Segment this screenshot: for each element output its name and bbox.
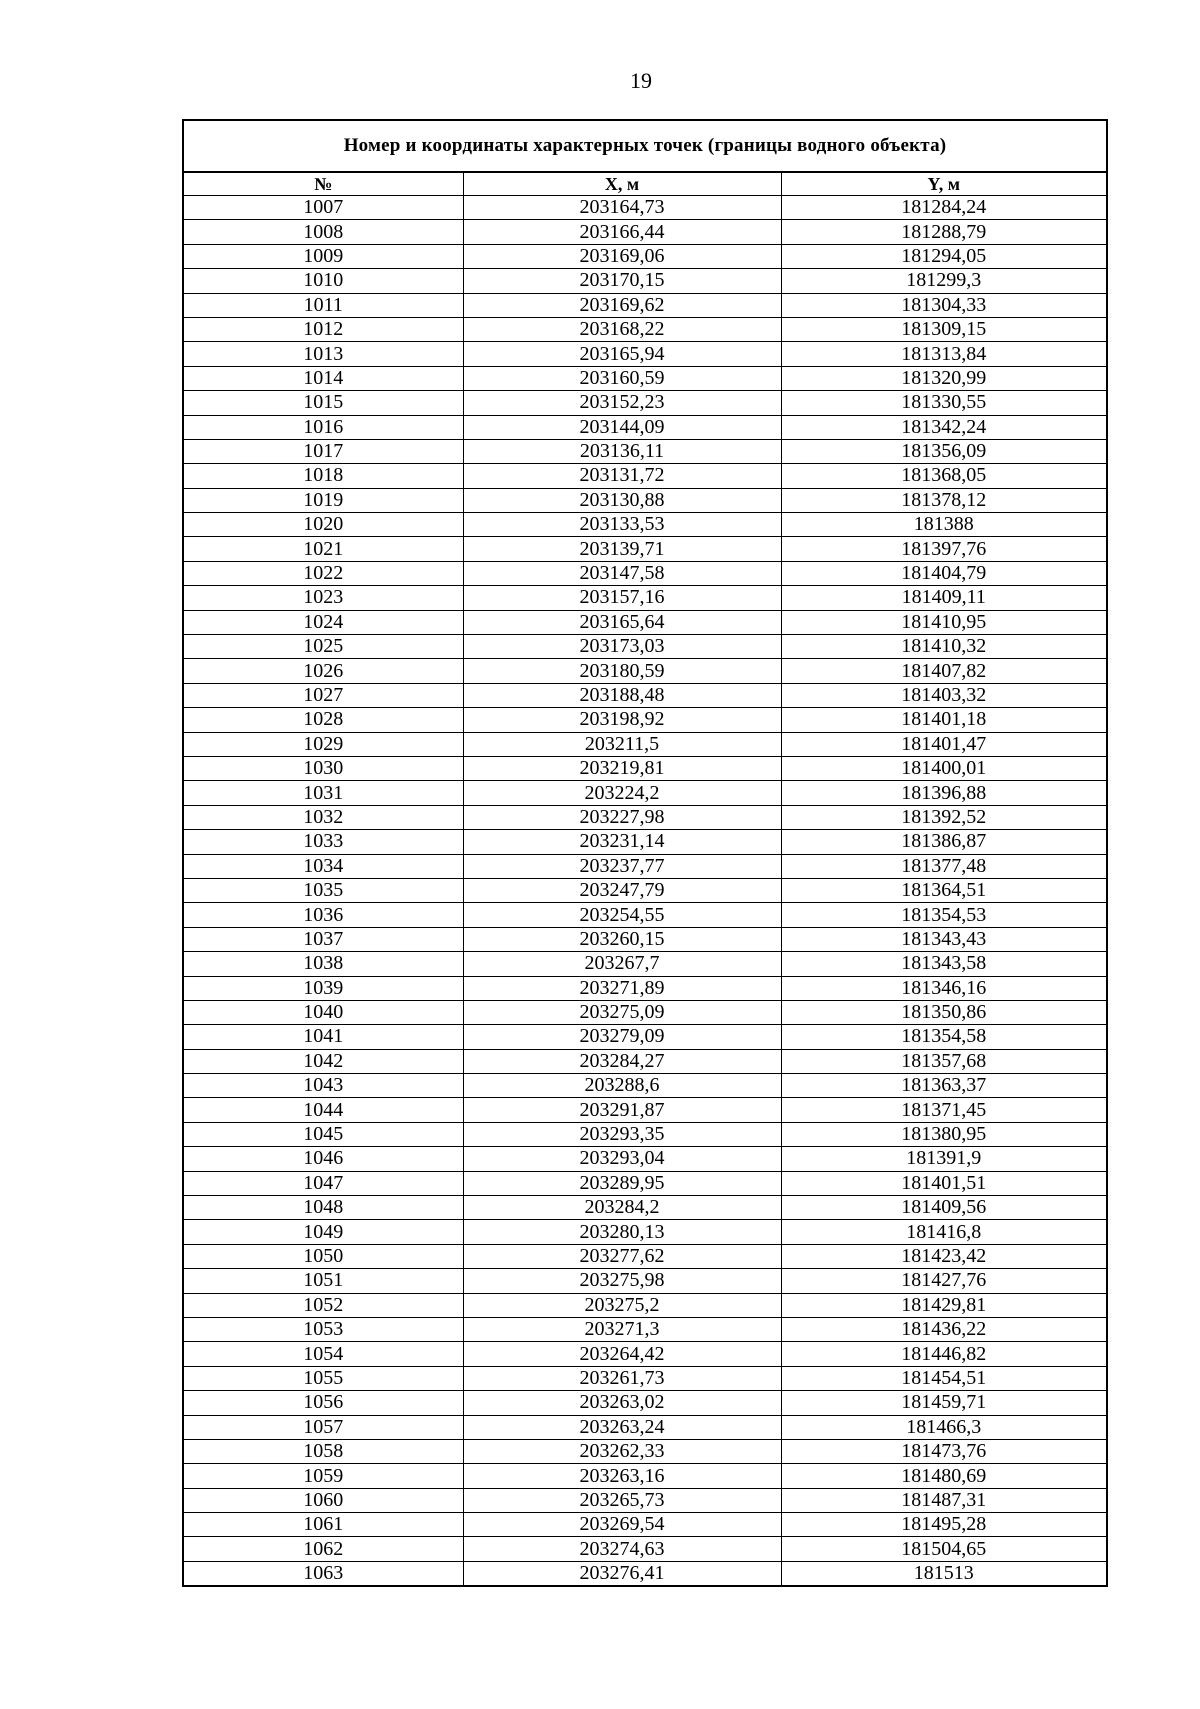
- cell-y: 181342,24: [781, 415, 1107, 439]
- cell-number: 1030: [183, 756, 463, 780]
- table-row: [183, 196, 1107, 220]
- cell-y: 181392,52: [781, 805, 1107, 829]
- table-row: [183, 464, 1107, 488]
- table-row: [183, 366, 1107, 390]
- table-row: [183, 561, 1107, 585]
- cell-number: 1024: [183, 610, 463, 634]
- cell-x: 203293,04: [463, 1147, 781, 1171]
- cell-x: 203147,58: [463, 561, 781, 585]
- table-row: [183, 1488, 1107, 1512]
- cell-number: 1011: [183, 293, 463, 317]
- table-row: [183, 1415, 1107, 1439]
- table-row: [183, 952, 1107, 976]
- cell-y: 181504,65: [781, 1537, 1107, 1561]
- cell-y: 181427,76: [781, 1269, 1107, 1293]
- table-row: [183, 415, 1107, 439]
- table-row: [183, 317, 1107, 341]
- cell-y: 181466,3: [781, 1415, 1107, 1439]
- cell-number: 1014: [183, 366, 463, 390]
- table-row: [183, 1391, 1107, 1415]
- cell-number: 1046: [183, 1147, 463, 1171]
- table-row: [183, 659, 1107, 683]
- cell-number: 1051: [183, 1269, 463, 1293]
- cell-x: 203265,73: [463, 1488, 781, 1512]
- table-row: [183, 1561, 1107, 1586]
- cell-y: 181309,15: [781, 317, 1107, 341]
- cell-y: 181401,51: [781, 1171, 1107, 1195]
- cell-y: 181294,05: [781, 244, 1107, 268]
- cell-x: 203269,54: [463, 1513, 781, 1537]
- cell-y: 181513: [781, 1561, 1107, 1586]
- cell-number: 1056: [183, 1391, 463, 1415]
- cell-x: 203133,53: [463, 513, 781, 537]
- cell-number: 1039: [183, 976, 463, 1000]
- cell-y: 181396,88: [781, 781, 1107, 805]
- cell-number: 1053: [183, 1317, 463, 1341]
- table-row: [183, 732, 1107, 756]
- table-row: [183, 1293, 1107, 1317]
- table-body: [183, 196, 1107, 1587]
- cell-number: 1025: [183, 635, 463, 659]
- cell-x: 203136,11: [463, 439, 781, 463]
- cell-x: 203275,2: [463, 1293, 781, 1317]
- cell-y: 181459,71: [781, 1391, 1107, 1415]
- cell-number: 1031: [183, 781, 463, 805]
- cell-x: 203170,15: [463, 269, 781, 293]
- cell-y: 181313,84: [781, 342, 1107, 366]
- cell-y: 181391,9: [781, 1147, 1107, 1171]
- cell-number: 1052: [183, 1293, 463, 1317]
- table-row: [183, 781, 1107, 805]
- cell-x: 203279,09: [463, 1025, 781, 1049]
- cell-number: 1043: [183, 1074, 463, 1098]
- cell-number: 1038: [183, 952, 463, 976]
- cell-y: 181409,56: [781, 1196, 1107, 1220]
- cell-x: 203224,2: [463, 781, 781, 805]
- cell-x: 203275,09: [463, 1000, 781, 1024]
- cell-y: 181299,3: [781, 269, 1107, 293]
- cell-number: 1009: [183, 244, 463, 268]
- cell-y: 181454,51: [781, 1366, 1107, 1390]
- cell-x: 203164,73: [463, 196, 781, 220]
- cell-x: 203263,16: [463, 1464, 781, 1488]
- column-header-y: Y, м: [781, 172, 1107, 196]
- cell-x: 203262,33: [463, 1439, 781, 1463]
- cell-y: 181404,79: [781, 561, 1107, 585]
- table-row: [183, 1220, 1107, 1244]
- cell-number: 1022: [183, 561, 463, 585]
- cell-y: 181354,58: [781, 1025, 1107, 1049]
- cell-y: 181304,33: [781, 293, 1107, 317]
- cell-number: 1036: [183, 903, 463, 927]
- cell-x: 203157,16: [463, 586, 781, 610]
- cell-number: 1055: [183, 1366, 463, 1390]
- cell-number: 1063: [183, 1561, 463, 1586]
- table-row: [183, 1122, 1107, 1146]
- cell-y: 181350,86: [781, 1000, 1107, 1024]
- cell-number: 1008: [183, 220, 463, 244]
- cell-number: 1035: [183, 878, 463, 902]
- cell-y: 181386,87: [781, 830, 1107, 854]
- table-row: [183, 1074, 1107, 1098]
- table-row: [183, 537, 1107, 561]
- table-row: [183, 586, 1107, 610]
- cell-number: 1016: [183, 415, 463, 439]
- cell-y: 181410,32: [781, 635, 1107, 659]
- table-row: [183, 854, 1107, 878]
- table-row: [183, 342, 1107, 366]
- cell-x: 203166,44: [463, 220, 781, 244]
- cell-y: 181410,95: [781, 610, 1107, 634]
- cell-y: 181288,79: [781, 220, 1107, 244]
- cell-number: 1048: [183, 1196, 463, 1220]
- cell-x: 203152,23: [463, 391, 781, 415]
- cell-y: 181397,76: [781, 537, 1107, 561]
- cell-number: 1018: [183, 464, 463, 488]
- cell-x: 203267,7: [463, 952, 781, 976]
- cell-y: 181343,43: [781, 927, 1107, 951]
- cell-number: 1062: [183, 1537, 463, 1561]
- cell-number: 1040: [183, 1000, 463, 1024]
- cell-y: 181446,82: [781, 1342, 1107, 1366]
- cell-x: 203144,09: [463, 415, 781, 439]
- cell-x: 203274,63: [463, 1537, 781, 1561]
- table-row: [183, 1464, 1107, 1488]
- cell-number: 1013: [183, 342, 463, 366]
- cell-y: 181416,8: [781, 1220, 1107, 1244]
- table-row: [183, 610, 1107, 634]
- cell-number: 1054: [183, 1342, 463, 1366]
- cell-x: 203160,59: [463, 366, 781, 390]
- cell-x: 203280,13: [463, 1220, 781, 1244]
- table-row: [183, 1098, 1107, 1122]
- cell-y: 181403,32: [781, 683, 1107, 707]
- cell-number: 1027: [183, 683, 463, 707]
- table-row: [183, 1269, 1107, 1293]
- cell-number: 1037: [183, 927, 463, 951]
- cell-number: 1041: [183, 1025, 463, 1049]
- table-row: [183, 683, 1107, 707]
- table-row: [183, 805, 1107, 829]
- table-row: [183, 513, 1107, 537]
- table-row: [183, 1537, 1107, 1561]
- cell-x: 203284,27: [463, 1049, 781, 1073]
- cell-number: 1045: [183, 1122, 463, 1146]
- cell-y: 181401,47: [781, 732, 1107, 756]
- table-row: [183, 1049, 1107, 1073]
- cell-y: 181401,18: [781, 708, 1107, 732]
- cell-x: 203169,62: [463, 293, 781, 317]
- table-row: [183, 1196, 1107, 1220]
- table-row: [183, 635, 1107, 659]
- cell-number: 1020: [183, 513, 463, 537]
- cell-x: 203173,03: [463, 635, 781, 659]
- cell-y: 181343,58: [781, 952, 1107, 976]
- cell-number: 1010: [183, 269, 463, 293]
- cell-y: 181495,28: [781, 1513, 1107, 1537]
- table-row: [183, 878, 1107, 902]
- cell-y: 181364,51: [781, 878, 1107, 902]
- table-row: [183, 220, 1107, 244]
- coordinates-table: [182, 119, 1108, 1587]
- cell-number: 1050: [183, 1244, 463, 1268]
- table-row: [183, 1317, 1107, 1341]
- table-row: [183, 903, 1107, 927]
- table-row: [183, 927, 1107, 951]
- cell-x: 203271,3: [463, 1317, 781, 1341]
- cell-number: 1059: [183, 1464, 463, 1488]
- cell-number: 1047: [183, 1171, 463, 1195]
- cell-y: 181320,99: [781, 366, 1107, 390]
- cell-y: 181368,05: [781, 464, 1107, 488]
- cell-x: 203260,15: [463, 927, 781, 951]
- cell-x: 203284,2: [463, 1196, 781, 1220]
- cell-x: 203271,89: [463, 976, 781, 1000]
- table-row: [183, 708, 1107, 732]
- table-row: [183, 439, 1107, 463]
- cell-y: 181380,95: [781, 1122, 1107, 1146]
- table-caption-row: [183, 120, 1107, 172]
- table-caption: Номер и координаты характерных точек (границы водного объекта): [183, 120, 1107, 172]
- cell-x: 203231,14: [463, 830, 781, 854]
- cell-y: 181357,68: [781, 1049, 1107, 1073]
- cell-y: 181423,42: [781, 1244, 1107, 1268]
- cell-x: 203277,62: [463, 1244, 781, 1268]
- table-row: [183, 488, 1107, 512]
- cell-number: 1019: [183, 488, 463, 512]
- cell-x: 203180,59: [463, 659, 781, 683]
- cell-x: 203237,77: [463, 854, 781, 878]
- cell-x: 203165,64: [463, 610, 781, 634]
- table-row: [183, 1171, 1107, 1195]
- cell-number: 1017: [183, 439, 463, 463]
- table-row: [183, 1366, 1107, 1390]
- cell-y: 181363,37: [781, 1074, 1107, 1098]
- cell-y: 181407,82: [781, 659, 1107, 683]
- table-row: [183, 1513, 1107, 1537]
- cell-x: 203168,22: [463, 317, 781, 341]
- table-row: [183, 756, 1107, 780]
- table-row: [183, 1342, 1107, 1366]
- cell-number: 1032: [183, 805, 463, 829]
- cell-x: 203219,81: [463, 756, 781, 780]
- cell-y: 181371,45: [781, 1098, 1107, 1122]
- column-header-x: X, м: [463, 172, 781, 196]
- cell-y: 181400,01: [781, 756, 1107, 780]
- table-row: [183, 1025, 1107, 1049]
- cell-x: 203264,42: [463, 1342, 781, 1366]
- cell-number: 1061: [183, 1513, 463, 1537]
- cell-x: 203165,94: [463, 342, 781, 366]
- table-row: [183, 1147, 1107, 1171]
- cell-x: 203131,72: [463, 464, 781, 488]
- table-header-row: [183, 172, 1107, 196]
- cell-y: 181354,53: [781, 903, 1107, 927]
- cell-number: 1028: [183, 708, 463, 732]
- cell-number: 1033: [183, 830, 463, 854]
- cell-x: 203169,06: [463, 244, 781, 268]
- cell-y: 181473,76: [781, 1439, 1107, 1463]
- cell-y: 181378,12: [781, 488, 1107, 512]
- cell-number: 1057: [183, 1415, 463, 1439]
- cell-x: 203263,24: [463, 1415, 781, 1439]
- table-row: [183, 830, 1107, 854]
- cell-y: 181356,09: [781, 439, 1107, 463]
- table-row: [183, 1439, 1107, 1463]
- cell-number: 1034: [183, 854, 463, 878]
- cell-y: 181330,55: [781, 391, 1107, 415]
- table-row: [183, 269, 1107, 293]
- cell-x: 203275,98: [463, 1269, 781, 1293]
- cell-x: 203291,87: [463, 1098, 781, 1122]
- cell-number: 1007: [183, 196, 463, 220]
- table-row: [183, 976, 1107, 1000]
- cell-number: 1023: [183, 586, 463, 610]
- cell-number: 1015: [183, 391, 463, 415]
- table-row: [183, 293, 1107, 317]
- cell-x: 203263,02: [463, 1391, 781, 1415]
- cell-x: 203198,92: [463, 708, 781, 732]
- table-row: [183, 391, 1107, 415]
- cell-x: 203130,88: [463, 488, 781, 512]
- cell-number: 1060: [183, 1488, 463, 1512]
- cell-y: 181388: [781, 513, 1107, 537]
- cell-y: 181284,24: [781, 196, 1107, 220]
- cell-y: 181409,11: [781, 586, 1107, 610]
- cell-x: 203261,73: [463, 1366, 781, 1390]
- cell-x: 203188,48: [463, 683, 781, 707]
- cell-y: 181436,22: [781, 1317, 1107, 1341]
- cell-x: 203247,79: [463, 878, 781, 902]
- cell-y: 181346,16: [781, 976, 1107, 1000]
- cell-number: 1058: [183, 1439, 463, 1463]
- cell-x: 203288,6: [463, 1074, 781, 1098]
- table-row: [183, 1000, 1107, 1024]
- cell-number: 1021: [183, 537, 463, 561]
- cell-x: 203289,95: [463, 1171, 781, 1195]
- cell-x: 203227,98: [463, 805, 781, 829]
- column-header-number: №: [183, 172, 463, 196]
- cell-number: 1012: [183, 317, 463, 341]
- cell-y: 181480,69: [781, 1464, 1107, 1488]
- cell-y: 181377,48: [781, 854, 1107, 878]
- table-row: [183, 1244, 1107, 1268]
- cell-number: 1029: [183, 732, 463, 756]
- cell-x: 203139,71: [463, 537, 781, 561]
- cell-x: 203293,35: [463, 1122, 781, 1146]
- page-number: 19: [630, 68, 652, 93]
- cell-number: 1044: [183, 1098, 463, 1122]
- cell-number: 1042: [183, 1049, 463, 1073]
- cell-x: 203276,41: [463, 1561, 781, 1586]
- table-row: [183, 244, 1107, 268]
- cell-number: 1049: [183, 1220, 463, 1244]
- cell-x: 203254,55: [463, 903, 781, 927]
- cell-y: 181487,31: [781, 1488, 1107, 1512]
- cell-x: 203211,5: [463, 732, 781, 756]
- cell-y: 181429,81: [781, 1293, 1107, 1317]
- cell-number: 1026: [183, 659, 463, 683]
